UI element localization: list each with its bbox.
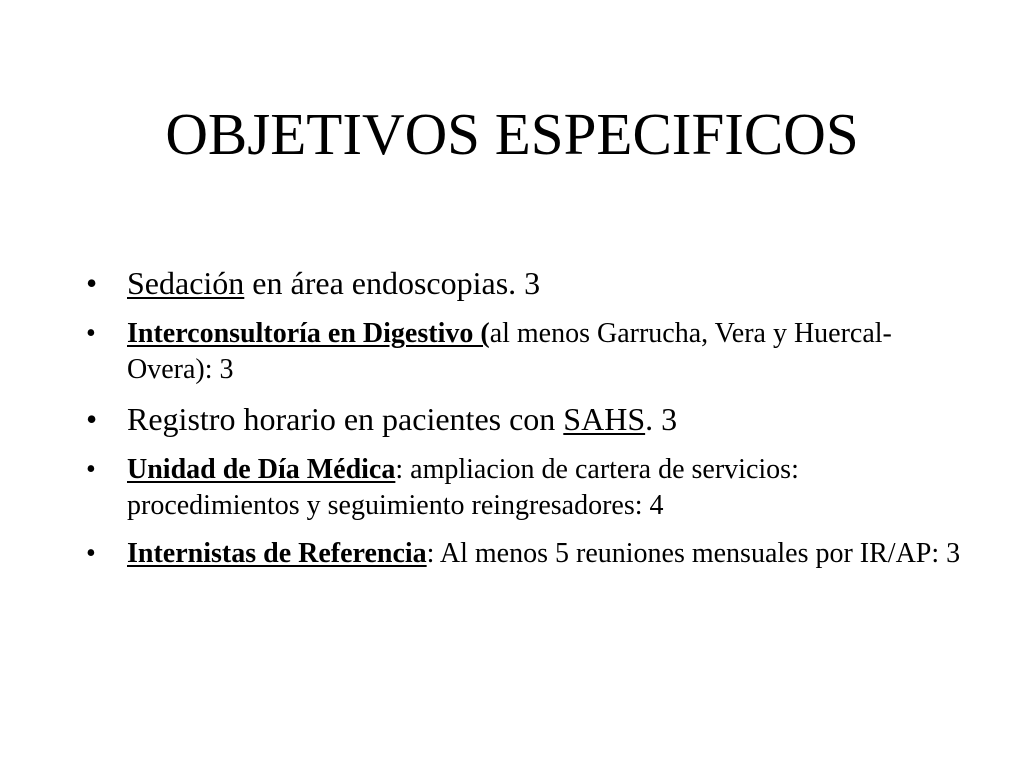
bullet-emphasis: SAHS <box>563 401 646 437</box>
slide-title: OBJETIVOS ESPECIFICOS <box>165 101 859 167</box>
bullet-text: al menos Garrucha, Vera y Huercal-Overa): 3 <box>127 318 892 385</box>
bullet-item-unidad-dia <box>84 452 964 524</box>
bullet-item-interconsultoria <box>84 316 964 388</box>
bullet-text: en área endoscopias. 3 <box>244 265 541 301</box>
bullet-icon: • <box>86 401 98 437</box>
bullet-icon: • <box>86 454 96 485</box>
bullet-icon: • <box>86 538 96 569</box>
bullet-item-sedacion <box>84 264 964 302</box>
bullet-item-registro-horario <box>84 400 964 438</box>
bullet-lead: Sedación <box>127 265 245 301</box>
bullet-text-end: . 3 <box>645 401 678 437</box>
bullet-item-internistas <box>84 536 964 572</box>
bullet-lead: Unidad de Día Médica <box>127 454 396 485</box>
bullet-icon: • <box>86 265 98 301</box>
bullet-list <box>84 264 964 584</box>
bullet-lead: Internistas de Referencia <box>127 538 427 569</box>
bullet-text: : Al menos 5 reuniones mensuales por IR/AP: 3 <box>426 538 961 569</box>
bullet-text: : ampliacion de cartera de servicios: procedimientos y seguimiento reingresadores: 4 <box>127 454 799 521</box>
bullet-lead: Interconsultoría en Digestivo ( <box>127 318 490 349</box>
bullet-icon: • <box>86 318 96 349</box>
bullet-text: Registro horario en pacientes con <box>127 401 564 437</box>
